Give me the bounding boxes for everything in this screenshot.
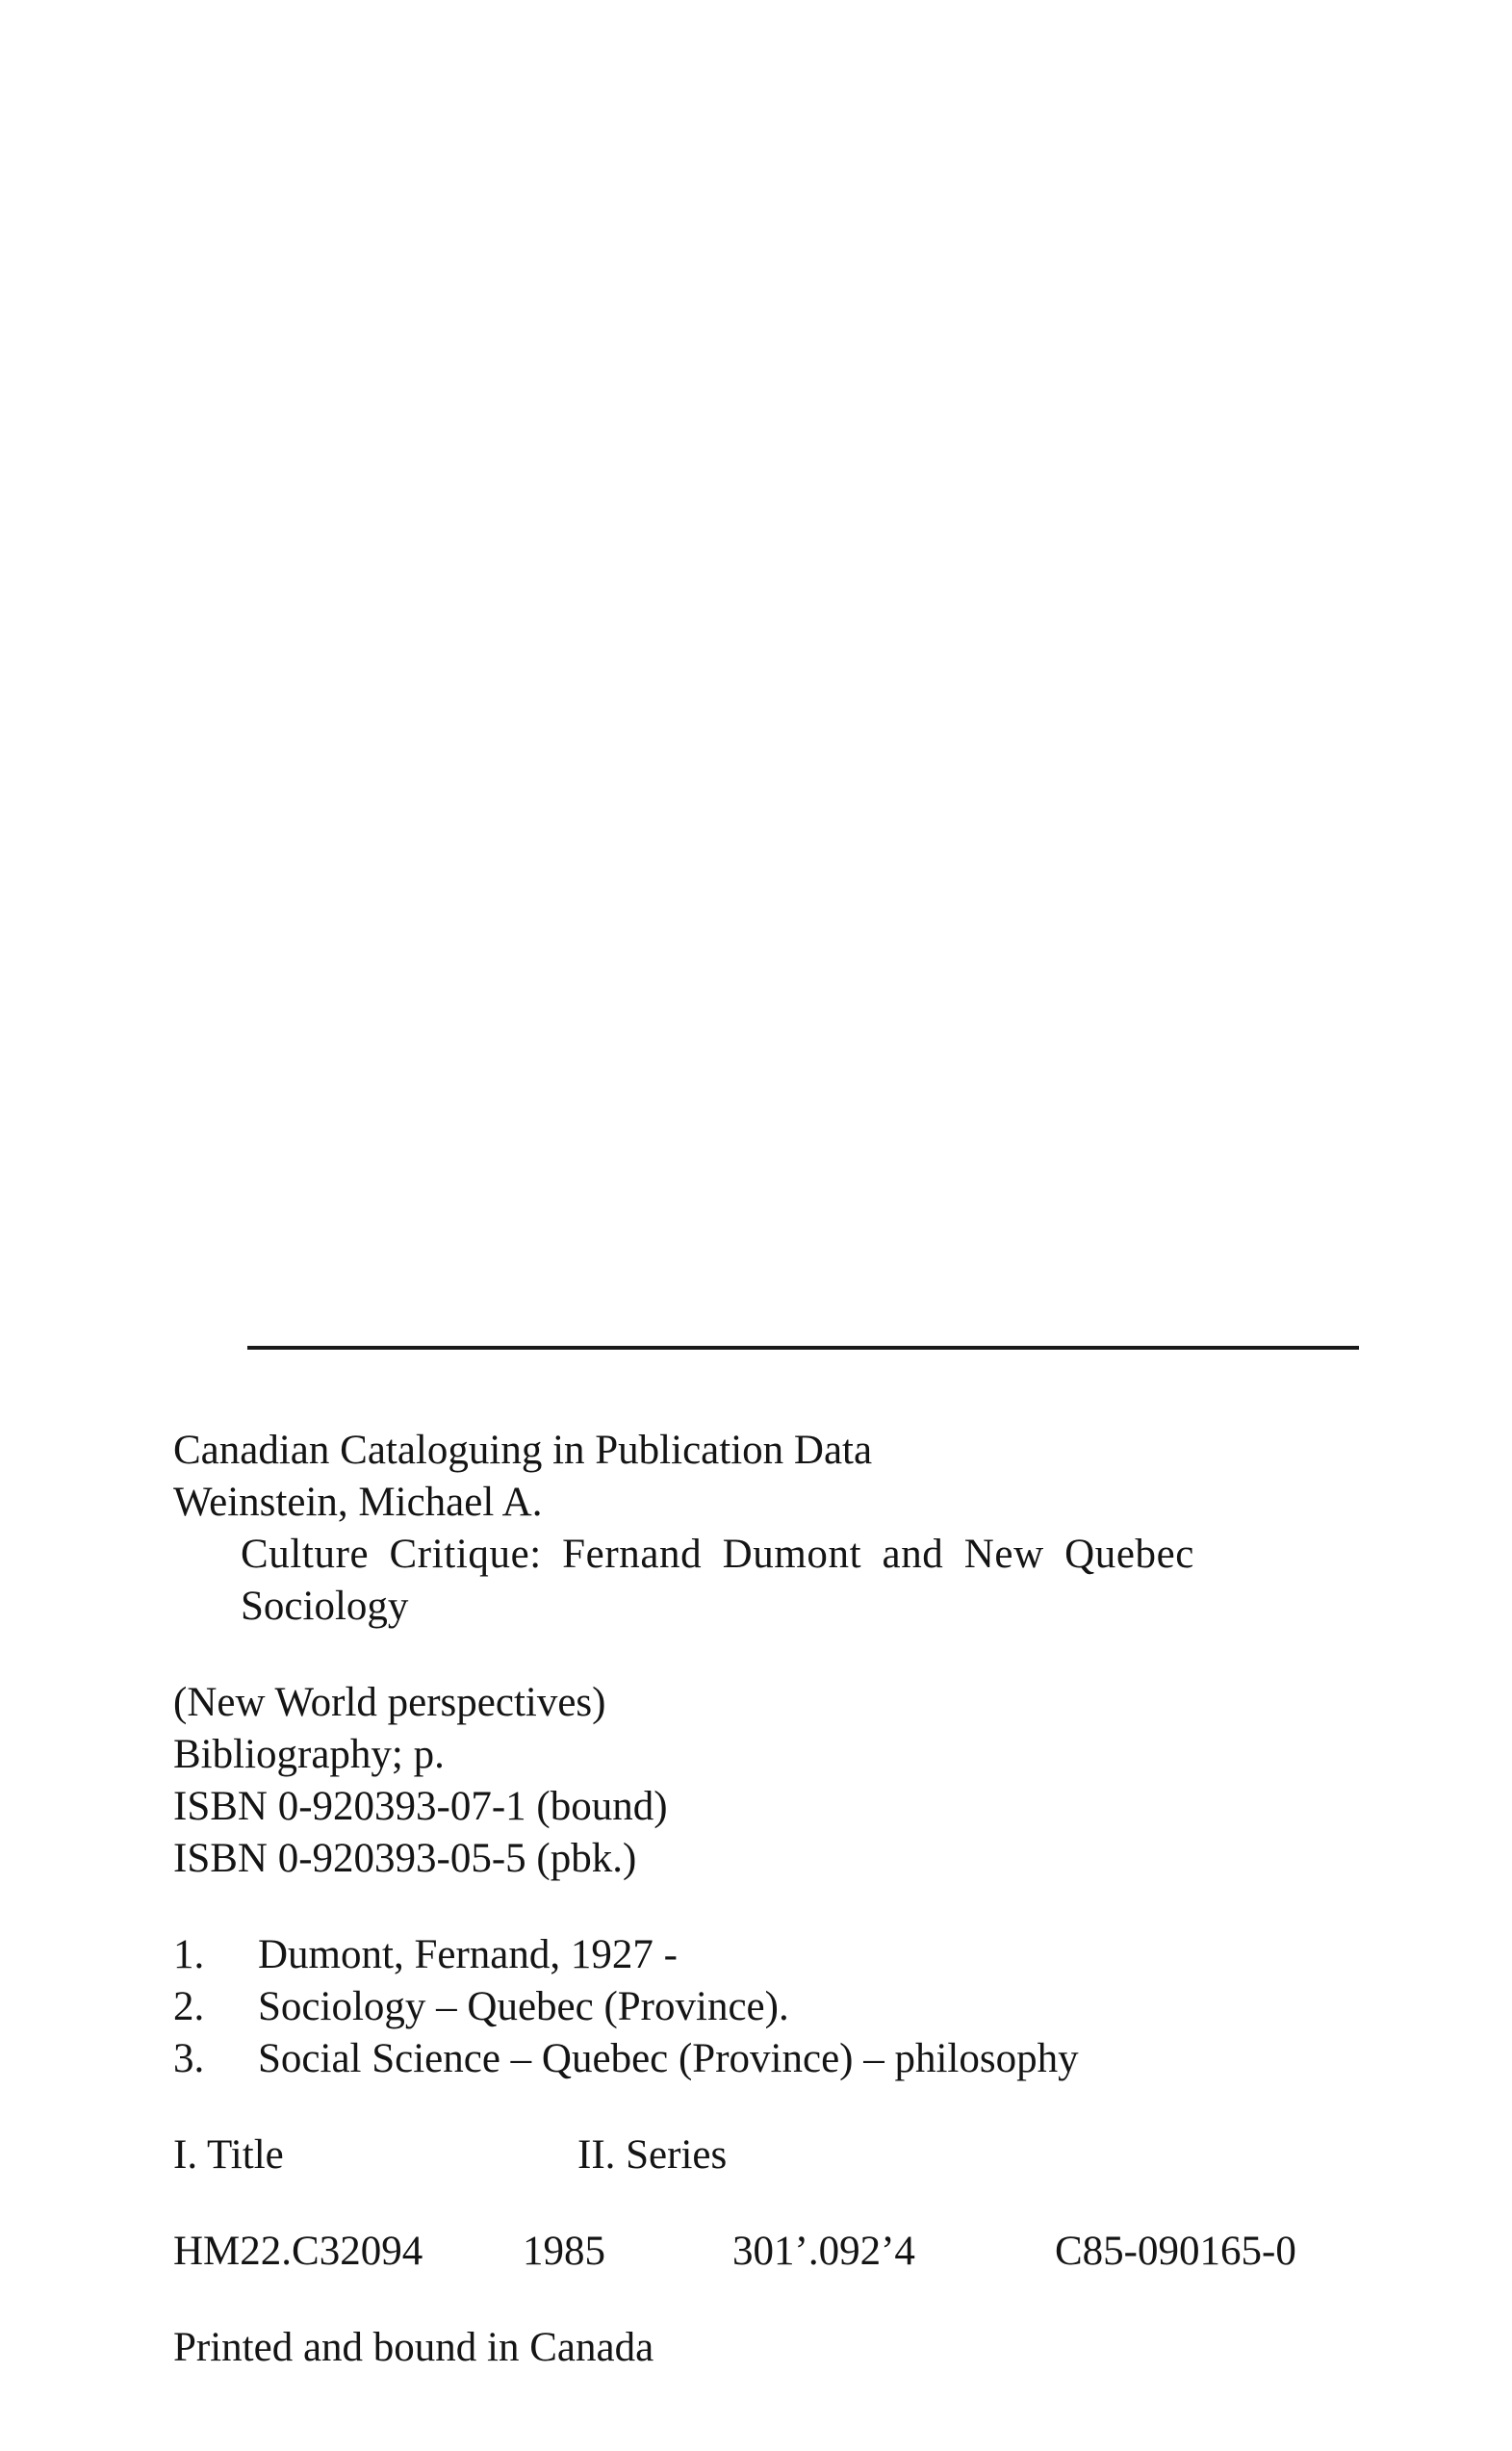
cip-heading: Canadian Cataloguing in Publication Data <box>173 1428 873 1473</box>
spacer <box>173 1885 1444 1929</box>
horizontal-rule <box>247 1346 1359 1350</box>
publication-year: 1985 <box>523 2229 605 2274</box>
cip-author: Weinstein, Michael A. <box>173 1480 543 1525</box>
subject-number: 1. <box>173 1932 205 1977</box>
spacer <box>173 2278 1444 2322</box>
cip-note: (New World perspectives) <box>173 1680 606 1725</box>
spacer <box>173 2181 1444 2226</box>
subject-text: Social Science – Quebec (Province) – philosophy <box>258 2036 1079 2081</box>
dewey-number: 301’.092’4 <box>732 2229 915 2274</box>
subject-number: 3. <box>173 2036 205 2081</box>
cip-note: Bibliography; p. <box>173 1732 445 1777</box>
imprint-statement: Printed and bound in Canada <box>173 2325 654 2370</box>
subject-entry <box>173 2033 1444 2085</box>
cip-title-line-1: Culture Critique: Fernand Dumont and New Quebec <box>241 1532 1194 1577</box>
spacer <box>173 2085 1444 2129</box>
cip-block <box>173 1425 1444 2374</box>
spacer <box>173 1633 1444 1677</box>
subject-entry <box>173 1929 1444 1981</box>
control-number: C85-090165-0 <box>1055 2229 1296 2274</box>
cip-isbn-bound: ISBN 0-920393-07-1 (bound) <box>173 1784 668 1829</box>
added-entry-title: I. Title <box>173 2132 284 2178</box>
cip-isbn-pbk: ISBN 0-920393-05-5 (pbk.) <box>173 1836 637 1881</box>
lc-call-number: HM22.C32094 <box>173 2229 423 2274</box>
subject-number: 2. <box>173 1984 205 2029</box>
classification-row <box>173 2226 1444 2278</box>
subject-entry <box>173 1981 1444 2033</box>
added-entry-series: II. Series <box>577 2132 728 2178</box>
subject-text: Sociology – Quebec (Province). <box>258 1984 789 2029</box>
added-entries <box>173 2129 1444 2181</box>
cip-title-line-2: Sociology <box>241 1584 409 1629</box>
subject-text: Dumont, Fernand, 1927 - <box>258 1932 678 1977</box>
